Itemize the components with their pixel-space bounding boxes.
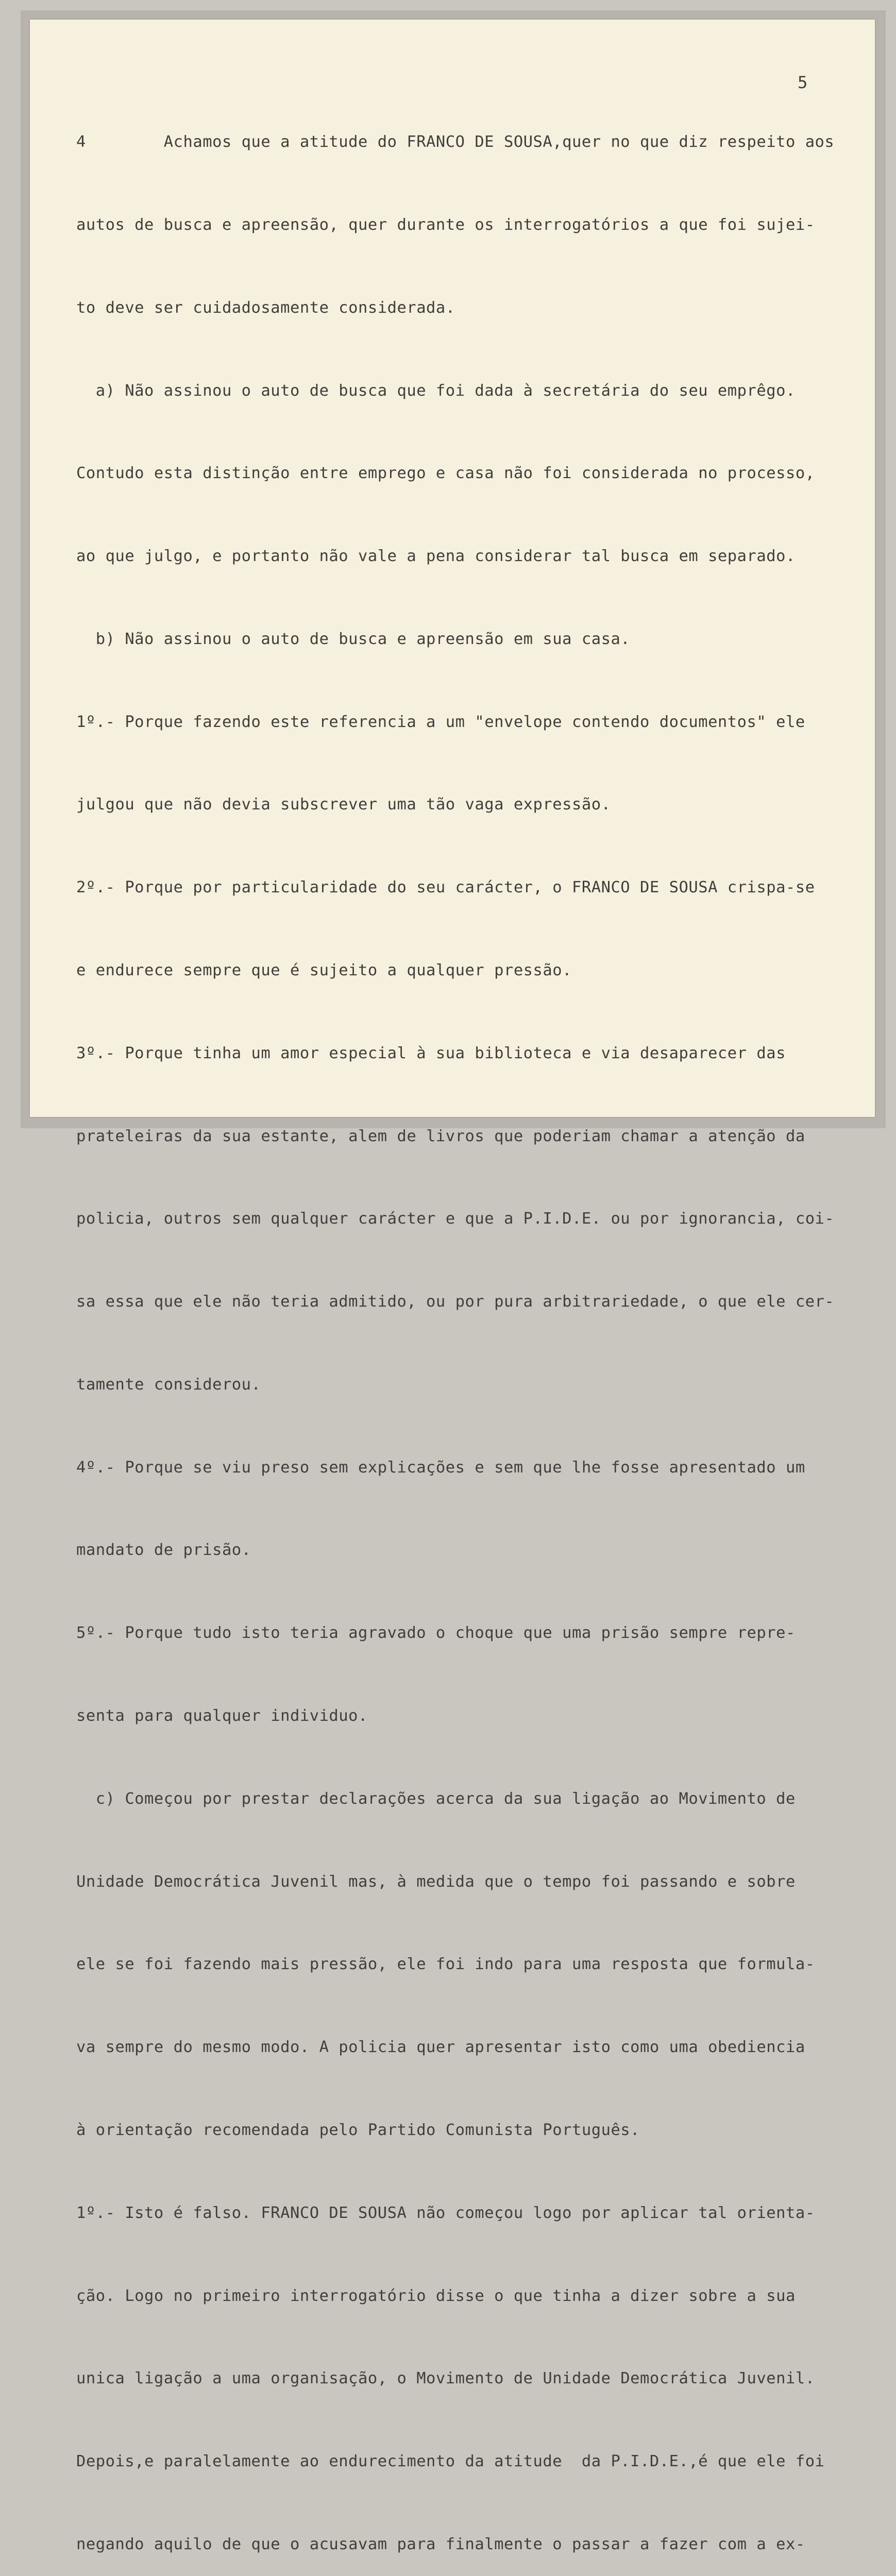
text-line: prateleiras da sua estante, alem de livros que poderiam chamar a atenção da [76,1127,805,1145]
typewritten-text [76,73,849,2576]
text-line: ao que julgo, e portanto não vale a pena considerar tal busca em separado. [76,547,796,566]
text-line: b) Não assinou o auto de busca e apreensão em sua casa. [76,630,631,648]
text-line: to deve ser cuidadosamente considerada. [76,298,455,317]
text-line: ele se foi fazendo mais pressão, ele foi indo para uma resposta que formula- [76,1955,815,1974]
text-line: c) Começou por prestar declarações acerca da sua ligação ao Movimento de [76,1789,796,1808]
text-line: 1º.- Porque fazendo este referencia a um "envelope contendo documentos" ele [76,713,805,731]
text-line: 1º.- Isto é falso. FRANCO DE SOUSA não começou logo por aplicar tal orienta- [76,2204,815,2222]
text-line: 2º.- Porque por particularidade do seu carácter, o FRANCO DE SOUSA crispa-se [76,878,815,897]
page-number: 5 [798,73,808,92]
text-line: a) Não assinou o auto de busca que foi dada à secretária do seu emprêgo. [76,381,796,400]
text-line: julgou que não devia subscrever uma tão vaga expressão. [76,795,611,814]
text-line: à orientação recomendada pelo Partido Comunista Português. [76,2121,640,2139]
text-line: e endurece sempre que é sujeito a qualquer pressão. [76,961,572,979]
text-line: senta para qualquer individuo. [76,1707,368,1725]
text-line: 4 Achamos que a atitude do FRANCO DE SOUSA,quer no que diz respeito aos [76,133,835,151]
text-line: autos de busca e apreensão, quer durante os interrogatórios a que foi sujei- [76,215,815,234]
text-line: 3º.- Porque tinha um amor especial à sua biblioteca e via desaparecer das [76,1044,786,1062]
text-line: unica ligação a uma organisação, o Movimento de Unidade Democrática Juvenil. [76,2369,815,2388]
text-line: mandato de prisão. [76,1541,251,1560]
text-line: sa essa que ele não teria admitido, ou por pura arbitrariedade, o que ele cer- [76,1293,835,1311]
text-line: va sempre do mesmo modo. A policia quer apresentar isto como uma obediencia [76,2038,805,2057]
text-line: Unidade Democrática Juvenil mas, à medida que o tempo foi passando e sobre [76,1872,796,1891]
text-line: 5º.- Porque tudo isto teria agravado o choque que uma prisão sempre repre- [76,1624,796,1642]
text-line: negando aquilo de que o acusavam para finalmente o passar a fazer com a ex- [76,2535,805,2553]
text-line: 4º.- Porque se viu preso sem explicações e sem que lhe fosse apresentado um [76,1458,805,1477]
text-line: ção. Logo no primeiro interrogatório disse o que tinha a dizer sobre a sua [76,2286,796,2305]
text-line: policia, outros sem qualquer carácter e que a P.I.D.E. ou por ignorancia, coi- [76,1210,835,1228]
text-line: tamente considerou. [76,1375,261,1394]
text-line: Contudo esta distinção entre emprego e casa não foi considerada no processo, [76,464,815,483]
text-line: Depois,e paralelamente ao endurecimento da atitude da P.I.D.E.,é que ele foi [76,2452,825,2471]
